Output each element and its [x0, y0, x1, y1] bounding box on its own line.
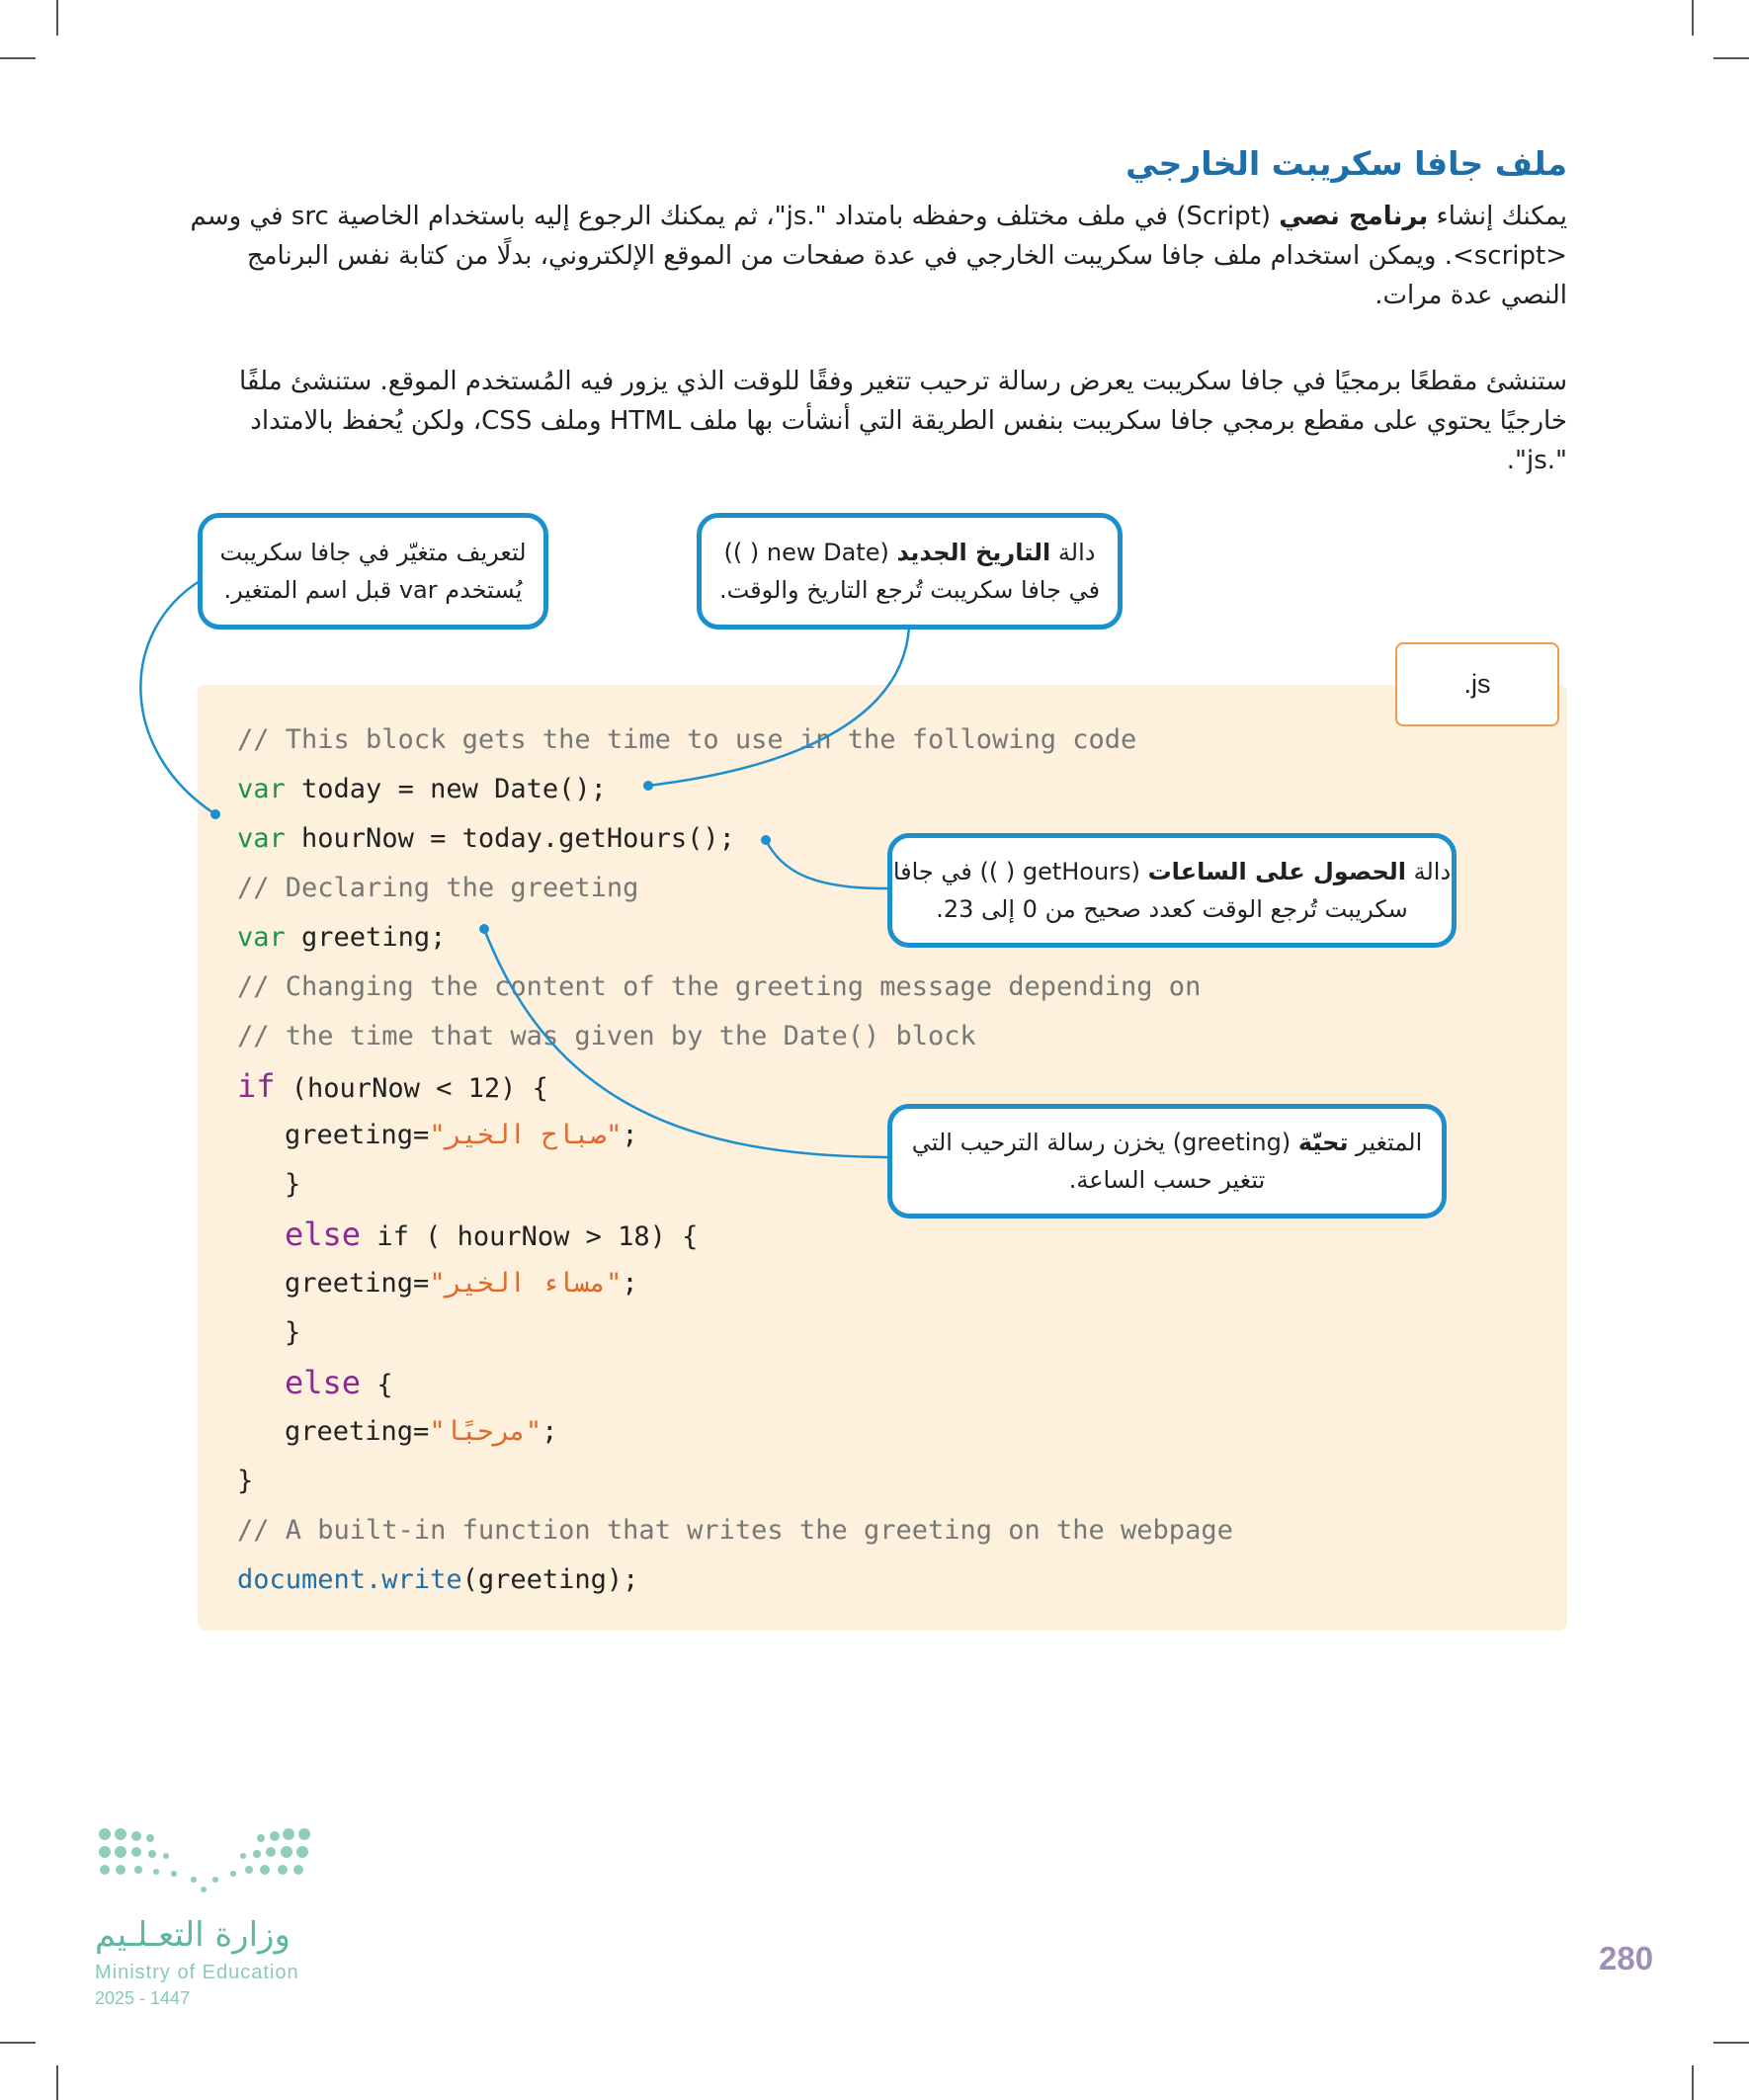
- academic-year: 2025 - 1447: [95, 1988, 191, 2008]
- ministry-logo-icon: [95, 1824, 312, 1895]
- connector-dot: [479, 924, 489, 934]
- code-keyword: var: [237, 922, 286, 953]
- callout-text: المتغير: [1348, 1129, 1423, 1156]
- callout-bold-term: التاريخ الجديد: [896, 539, 1051, 566]
- callout-new-date: [697, 513, 1123, 630]
- callout-text: دالة: [1050, 539, 1096, 566]
- callout-date-line1: [702, 534, 1118, 571]
- code-text: today = new Date();: [285, 774, 607, 804]
- code-text: ;: [541, 1416, 558, 1447]
- ministry-name-arabic: وزارة التعـلـيم: [95, 1915, 291, 1955]
- page-number: 280: [1599, 1940, 1654, 1976]
- callout-var: [198, 513, 548, 630]
- code-text: (hourNow < 12) {: [275, 1073, 548, 1104]
- code-line: // Changing the content of the greeting message depending on: [237, 971, 1202, 1002]
- code-text: greeting=: [285, 1268, 430, 1299]
- task-paragraph: ستنشئ مقطعًا برمجيًا في جافا سكريبت يعرض رسالة ترحيب تتغير وفقًا للوقت الذي يزور فيه المُستخدم الموقع. ستنشئ ملفًا خارجيًا يحتوي على مقطع برمجي جافا سكريبت بنفس الطريقة التي أنشأت بها ملف HTML وملف CSS، ولكن يُحفظ بالامتداد ".js".: [239, 367, 1567, 475]
- connector-dot: [761, 835, 771, 845]
- callout-get-hours: [887, 833, 1457, 948]
- code-line: // A built-in function that writes the greeting on the webpage: [237, 1515, 1233, 1546]
- code-line: }: [237, 1466, 254, 1496]
- code-line: }: [285, 1317, 301, 1348]
- callout-greeting-line2: تتغير حسب الساعة.: [1068, 1166, 1266, 1194]
- callout-var-line2: يُستخدم var قبل اسم المتغير.: [223, 576, 523, 604]
- code-text: hourNow = today.getHours();: [285, 823, 735, 854]
- code-keyword: else: [285, 1216, 362, 1253]
- code-function: document.write: [237, 1564, 462, 1595]
- intro-text-start: يمكنك إنشاء: [1428, 202, 1567, 231]
- callout-date-line2: في جافا سكريبت تُرجع التاريخ والوقت.: [718, 576, 1101, 604]
- callout-text: (new Date ( )): [723, 539, 897, 566]
- code-text: greeting=: [285, 1120, 430, 1150]
- callout-var-line1: لتعريف متغيّر في جافا سكريبت: [219, 539, 527, 566]
- code-text: ;: [622, 1268, 638, 1299]
- code-text: if ( hourNow > 18) {: [361, 1221, 699, 1252]
- code-text: greeting;: [285, 922, 447, 953]
- code-text: ;: [622, 1120, 638, 1150]
- code-string: "مرحبًا": [429, 1416, 542, 1447]
- code-text: (greeting);: [461, 1564, 639, 1595]
- section-heading: ملف جافا سكريبت الخارجي: [1125, 144, 1567, 183]
- connector-dot: [210, 809, 220, 819]
- intro-bold-term: برنامج نصي: [1279, 202, 1429, 231]
- connector-greeting: [484, 929, 889, 1157]
- callout-greeting-line1: [892, 1124, 1442, 1161]
- intro-text-end: (Script) في ملف مختلف وحفظه بامتداد ".js"، ثم يمكنك الرجوع إليه باستخدام الخاصية src في وسم <script>. ويمكن استخدام ملف جافا سكريبت الخارجي في عدة صفحات من الموقع الإلكتروني، بدلًا من كتابة نفس البرنامج النصي عدة مرات.: [190, 202, 1567, 310]
- code-keyword: if: [237, 1067, 276, 1105]
- file-extension-tag: .js: [1395, 642, 1559, 726]
- code-text: {: [361, 1370, 393, 1400]
- callout-bold-term: الحصول على الساعات: [1147, 858, 1406, 885]
- code-keyword: else: [285, 1364, 362, 1401]
- code-line: // This block gets the time to use in the following code: [237, 724, 1137, 755]
- ministry-name-english: Ministry of Education: [95, 1962, 299, 1983]
- code-text: greeting=: [285, 1416, 430, 1447]
- code-string: "صباح الخير": [429, 1120, 623, 1150]
- callout-greeting: [887, 1104, 1447, 1218]
- connector-date: [648, 627, 909, 786]
- code-line: // the time that was given by the Date() block: [237, 1021, 976, 1051]
- callout-text: (getHours ( )) في جافا: [892, 858, 1148, 885]
- callout-bold-term: تحيّة: [1297, 1129, 1349, 1156]
- callout-hours-line2: سكريبت تُرجع الوقت كعدد صحيح من 0 إلى 23.: [936, 895, 1408, 923]
- code-keyword: var: [237, 823, 286, 854]
- code-line: }: [285, 1169, 301, 1200]
- connector-hours: [766, 840, 889, 888]
- code-keyword: var: [237, 774, 286, 804]
- code-line: // Declaring the greeting: [237, 873, 639, 903]
- code-string: "مساء الخير": [429, 1268, 623, 1299]
- callout-hours-line1: [892, 853, 1452, 890]
- connector-dot: [643, 781, 653, 791]
- callout-text: دالة: [1406, 858, 1452, 885]
- callout-text: (greeting) يخزن رسالة الترحيب التي: [911, 1129, 1298, 1156]
